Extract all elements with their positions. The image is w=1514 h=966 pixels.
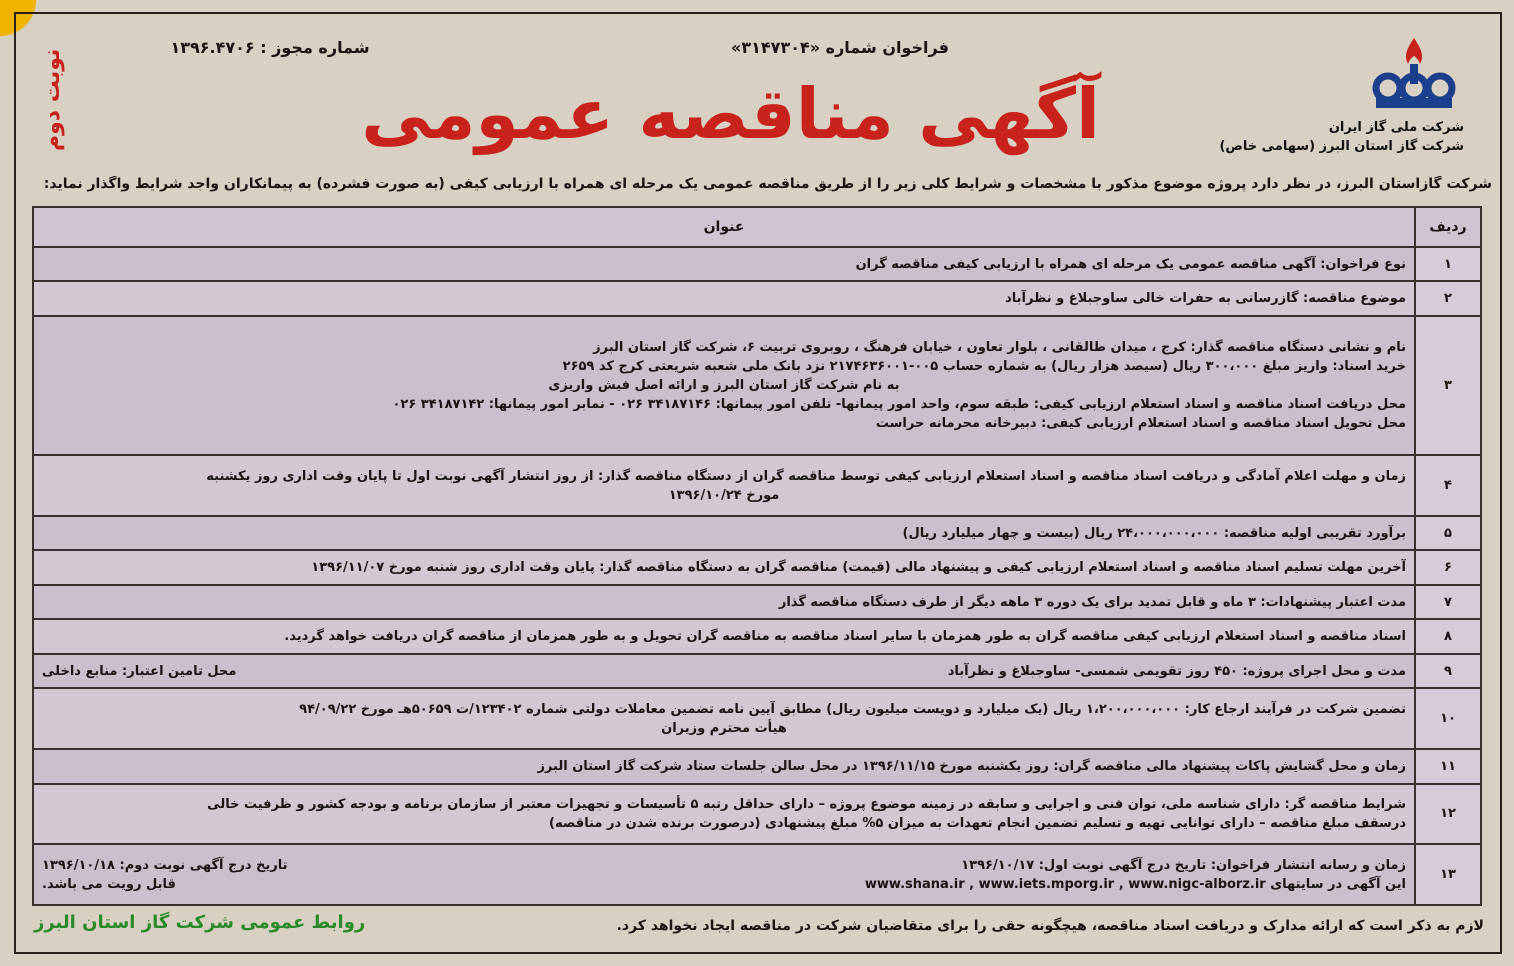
row-content <box>33 654 1415 688</box>
nigc-logo-icon <box>1366 34 1462 114</box>
round-label: نوبت دوم <box>40 48 65 152</box>
row-split <box>42 662 1406 681</box>
row-content <box>33 749 1415 783</box>
footer-signature: روابط عمومی شرکت گاز استان البرز <box>34 912 366 933</box>
row-index: ۵ <box>1415 516 1481 550</box>
row-part-l1: تاریخ درج آگهی نوبت دوم: ۱۳۹۶/۱۰/۱۸ <box>42 857 288 873</box>
row-split <box>42 856 1406 875</box>
row-line: برآورد تقریبی اولیه مناقصه: ۲۴،۰۰۰،۰۰۰،۰۰۰ ریال (بیست و چهار میلیارد ریال) <box>902 525 1406 541</box>
table-row <box>33 455 1481 516</box>
row-line: به نام شرکت گاز استان البرز و ارائه اصل فیش واریزی <box>548 378 900 394</box>
row-line: هیأت محترم وزیران <box>661 720 787 736</box>
table-row <box>33 247 1481 281</box>
col-index-header: ردیف <box>1415 207 1481 247</box>
row-split <box>42 875 1406 894</box>
row-content <box>33 455 1415 516</box>
row-line: درسقف مبلغ مناقصه – دارای توانایی تهیه و تسلیم تضمین انجام تعهدات به میزان ۵% مبلغ پیشنهادی (درصورت برنده شدن در مناقصه) <box>549 815 1406 831</box>
row-line: محل دریافت اسناد مناقصه و اسناد استعلام ارزیابی کیفی: طبقه سوم، واحد امور پیمانها- تلفن امور پیمانها: ۳۴۱۸۷۱۴۶ ۰۲۶ - نمابر امور پیمانها: ۳۴۱۸۷۱۴۲ ۰۲۶ <box>392 397 1406 413</box>
row-content <box>33 550 1415 584</box>
row-line: محل تحویل اسناد مناقصه و اسناد استعلام ارزیابی کیفی: دبیرخانه محرمانه حراست <box>875 416 1406 432</box>
intro-text: شرکت گازاستان البرز، در نظر دارد پروژه موضوع مذکور با مشخصات و شرایط کلی زیر را از طریق مناقصه عمومی یک مرحله ای همراه با ارزیابی کیفی (به صورت فشرده) به پیمانکاران واجد شرایط واگذار نماید: <box>43 176 1492 192</box>
row-content <box>33 784 1415 845</box>
table-row <box>33 550 1481 584</box>
row-part-l2: قابل رویت می باشد. <box>42 876 176 892</box>
row-index: ۶ <box>1415 550 1481 584</box>
table-row <box>33 585 1481 619</box>
table-row <box>33 619 1481 653</box>
tender-table <box>32 206 1482 906</box>
row-part-r2[interactable]: این آگهی در سایتهای www.shana.ir , www.iets.mporg.ir , www.nigc-alborz.ir <box>864 876 1406 892</box>
row-content <box>33 619 1415 653</box>
row-line: تضمین شرکت در فرآیند ارجاع کار: ۱،۲۰۰،۰۰۰،۰۰۰ ریال (یک میلیارد و دویست میلیون ریال) مطابق آیین نامه تضمین معاملات دولتی شماره ۱۲۳۴۰۲/ت ۵۰۶۵۹هـ مورخ ۹۴/۰۹/۲۲ <box>299 701 1406 717</box>
row-index: ۸ <box>1415 619 1481 653</box>
table-row <box>33 654 1481 688</box>
company-provincial: شرکت گاز استان البرز (سهامی خاص) <box>1219 139 1464 154</box>
row-line: مورخ ۱۳۹۶/۱۰/۲۴ <box>668 487 780 503</box>
row-index: ۹ <box>1415 654 1481 688</box>
row-content <box>33 516 1415 550</box>
row-content <box>33 585 1415 619</box>
company-national: شرکت ملی گاز ایران <box>1328 120 1464 135</box>
row-part-r1: زمان و رسانه انتشار فراخوان: تاریخ درج آگهی نوبت اول: ۱۳۹۶/۱۰/۱۷ <box>961 857 1406 873</box>
row-index: ۱۰ <box>1415 688 1481 749</box>
row-content <box>33 688 1415 749</box>
row-line: نام و نشانی دستگاه مناقصه گذار: کرج ، میدان طالقانی ، بلوار تعاون ، خیابان فرهنگ ، روبروی تربیت ۶، شرکت گاز استان البرز <box>593 340 1406 356</box>
table-row <box>33 281 1481 315</box>
row-index: ۱۲ <box>1415 784 1481 845</box>
row-line: آخرین مهلت تسلیم اسناد مناقصه و اسناد استعلام ارزیابی کیفی و پیشنهاد مالی (قیمت) مناقصه گران به دستگاه مناقصه گذار: پایان وقت اداری روز شنبه مورخ ۱۳۹۶/۱۱/۰۷ <box>311 560 1406 576</box>
row-content <box>33 316 1415 455</box>
row-line: موضوع مناقصه: گازرسانی به حفرات خالی ساوجبلاغ و نظرآباد <box>1005 291 1406 307</box>
row-part-left: محل تامین اعتبار: منابع داخلی <box>42 663 237 679</box>
row-line: خرید اسناد: واریز مبلغ ۳۰۰،۰۰۰ ریال (سیصد هزار ریال) به شماره حساب ۰۰۵-۲۱۷۴۶۳۶۰۰۱ نزد بانک ملی شعبه شریعتی کرج کد ۲۶۵۹ <box>562 359 1406 375</box>
call-number: فراخوان شماره «۳۱۴۷۳۰۴» <box>731 38 949 57</box>
row-part-right: مدت و محل اجرای پروژه: ۴۵۰ روز تقویمی شمسی- ساوجبلاغ و نظرآباد <box>947 663 1406 679</box>
row-content <box>33 844 1415 905</box>
row-line: مدت اعتبار پیشنهادات: ۳ ماه و قابل تمدید برای یک دوره ۳ ماهه دیگر از طرف دستگاه مناقصه گذار <box>778 594 1406 610</box>
row-line: نوع فراخوان: آگهی مناقصه عمومی یک مرحله ای همراه با ارزیابی کیفی مناقصه گران <box>855 256 1406 272</box>
row-line: شرایط مناقصه گر: دارای شناسه ملی، توان فنی و اجرایی و سابقه در زمینه موضوع پروژه – دارای حداقل رتبه ۵ تأسیسات و تجهیزات معتبر از سازمان برنامه و بودجه کشور و ظرفیت خالی <box>207 796 1406 812</box>
table-row <box>33 844 1481 905</box>
row-index: ۱۳ <box>1415 844 1481 905</box>
row-content <box>33 247 1415 281</box>
row-line: زمان و محل گشایش پاکات پیشنهاد مالی مناقصه گران: روز یکشنبه مورخ ۱۳۹۶/۱۱/۱۵ در محل سالن جلسات ستاد شرکت گاز استان البرز <box>537 758 1406 774</box>
col-title-header: عنوان <box>33 207 1415 247</box>
row-line: اسناد مناقصه و اسناد استعلام ارزیابی کیفی مناقصه گران به طور همزمان با سایر اسناد مناقصه به مناقصه گران تحویل و به طور همزمان از مناقصه گران دریافت خواهد گردید. <box>284 629 1406 645</box>
table-row <box>33 688 1481 749</box>
row-content <box>33 281 1415 315</box>
table-row <box>33 749 1481 783</box>
row-index: ۲ <box>1415 281 1481 315</box>
license-number: شماره مجوز : ۱۳۹۶.۴۷۰۶ <box>170 38 370 57</box>
row-line: زمان و مهلت اعلام آمادگی و دریافت اسناد مناقصه و اسناد استعلام ارزیابی کیفی توسط مناقصه گران از دستگاه مناقصه گذار: از روز انتشار آگهی نوبت اول تا پایان وقت اداری روز یکشنبه <box>206 468 1406 484</box>
footer-note: لازم به ذکر است که ارائه مدارک و دریافت اسناد مناقصه، هیچگونه حقی را برای متقاضیان شرکت در مناقصه ایجاد نخواهد کرد. <box>616 918 1484 934</box>
table-header-row <box>33 207 1481 247</box>
table-row <box>33 516 1481 550</box>
row-index: ۷ <box>1415 585 1481 619</box>
row-index: ۱۱ <box>1415 749 1481 783</box>
row-index: ۳ <box>1415 316 1481 455</box>
table-row <box>33 784 1481 845</box>
row-index: ۱ <box>1415 247 1481 281</box>
table-row <box>33 316 1481 455</box>
notice-title: آگهی مناقصه عمومی <box>361 73 1100 155</box>
row-index: ۴ <box>1415 455 1481 516</box>
